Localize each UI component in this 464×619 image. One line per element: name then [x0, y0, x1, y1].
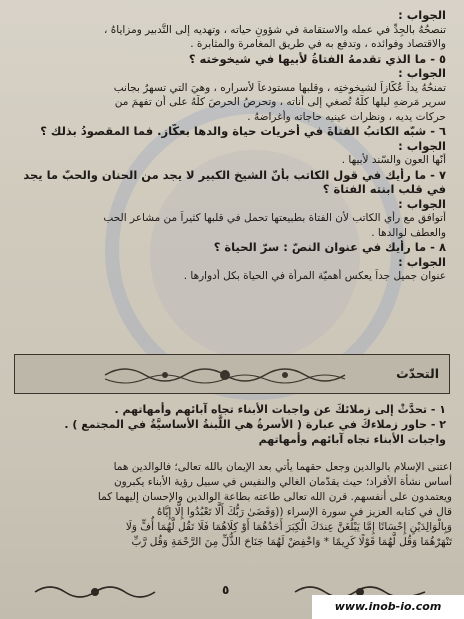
paragraph-line: تَنْهَرْهُمَا وَقُل لَّهُمَا قَوْلًا كَرِيمًا * وَاخْفِضْ لَهُمَا جَنَاحَ الذُّلِّ مِنَ الرَّحْمَةِ وَقُل رَّبِّ — [131, 536, 452, 548]
answer-text: والاقتصاد وفوائده ، وتدفع به في طريق المغامرة والمثابرة . — [190, 38, 446, 50]
answers-section — [14, 8, 446, 284]
answer-text: والعطف لوالدها . — [371, 226, 446, 239]
site-watermark: www.inob-io.com — [312, 595, 464, 619]
section-title: التحدّث — [396, 366, 439, 381]
speaking-tasks — [14, 402, 446, 447]
answer-text: عنوان جميل جداً يعكس أهميّة المرأة في الحياة بكل أدوارها . — [183, 270, 446, 282]
paragraph-line: قال في كتابه العزيز في سورة الإسراء ((وَقَضَىٰ رَبُّكَ أَلَّا تَعْبُدُوا إِلَّا إِيَّاهُ — [156, 506, 452, 518]
ornament-icon — [95, 361, 355, 389]
answer-text: سرير مَرضهِ ليلها كلَّهُ تُصغي إلى أناته ، وتحرصُ الحرصَ كلَّهُ على أن تفهمَ من — [114, 96, 446, 108]
answer-text: تمنحُهُ يداً عُكَّازاً لشيخوختِه ، وقلبها مستودعاً لأسراره ، وهيَ التي تسهرُ بجانب — [113, 81, 446, 94]
answer-label: الجواب : — [398, 254, 446, 269]
paragraph-line: ويعتمدون على أنفسهم. قرن الله تعالى طاعته بطاعة الوالدين والإحسان إليهما كما — [97, 491, 452, 503]
answer-text: حركات يديه ، ونظرات عينيه حاجاته وأغراضهُ . — [247, 110, 446, 123]
page-number: ٥ — [222, 583, 230, 597]
answer-label: الجواب : — [398, 66, 446, 80]
paragraph-line: اعتنى الإسلام بالوالدين وجعل حقهما يأتي بعد الإيمان بالله تعالى؛ فالوالدين هما — [113, 461, 452, 473]
section-banner — [14, 354, 450, 394]
answer-label: الجواب : — [398, 138, 446, 153]
answer-text: تنصحُهُ بالجِدِّ في عمله والاستقامة في شؤونِ حياته ، وتهديه إلى التَّدبير ومزاياهُ ، — [104, 23, 446, 36]
answer-label: الجواب : — [398, 8, 446, 22]
question-7: ٧ - ما رأيك في قول الكاتب بأنّ الشيخ الكبير لا يجد من الحنان والحبّ ما يجد — [23, 167, 446, 182]
essay-paragraph — [12, 460, 452, 550]
task-1: ١ - تحدَّثْ إلى زملائكَ عن واجبات الأبناء تجاه آبائهم وأمهاتهم . — [114, 403, 446, 416]
footer-ornament-icon — [30, 582, 160, 602]
paragraph-line: أساس نشأة الأفراد؛ حيث يقدّمان الغالي والنفيس في سبيل رؤية الأبناء يكبرون — [113, 476, 452, 488]
task-2: ٢ - حاور زملاءكَ في عبارة ( الأسرةُ هي اللَّبنةُ الأساسيَّةُ في المجتمع ) . — [64, 418, 446, 431]
answer-text: أتوافق مع رأي الكاتب لأن الفتاة بطبيعتها تحمل في قلبها كثيراً من مشاعر الحب — [103, 212, 446, 224]
question-7-cont: في قلب ابنته الفتاة ؟ — [322, 182, 446, 196]
question-8: ٨ - ما رأيك في عنوان النصّ : سرّ الحياة ؟ — [213, 240, 446, 254]
paragraph-line: وَبِالْوَالِدَيْنِ إِحْسَانًا إِمَّا يَبْلُغَنَّ عِندَكَ الْكِبَرَ أَحَدُهُمَا أَوْ كِلَاهُمَا فَلَا تَقُل لَّهُمَا أُفٍّ وَلَا — [125, 521, 452, 533]
question-5: ٥ - ما الذي تقدمهُ الفتاةُ لأبيها في شيخوخته ؟ — [188, 51, 446, 66]
essay-heading: واجبات الأبناء تجاه آبائهم وأمهاتهم — [258, 433, 446, 446]
question-6: ٦ - شبّه الكاتبُ الفتاةَ في أخريات حياة والدها بعكّاز. فما المقصودُ بذلك ؟ — [40, 124, 446, 138]
answer-text: أنّها العون والسّند لأبيها . — [341, 154, 446, 166]
answer-label: الجواب : — [398, 196, 446, 211]
